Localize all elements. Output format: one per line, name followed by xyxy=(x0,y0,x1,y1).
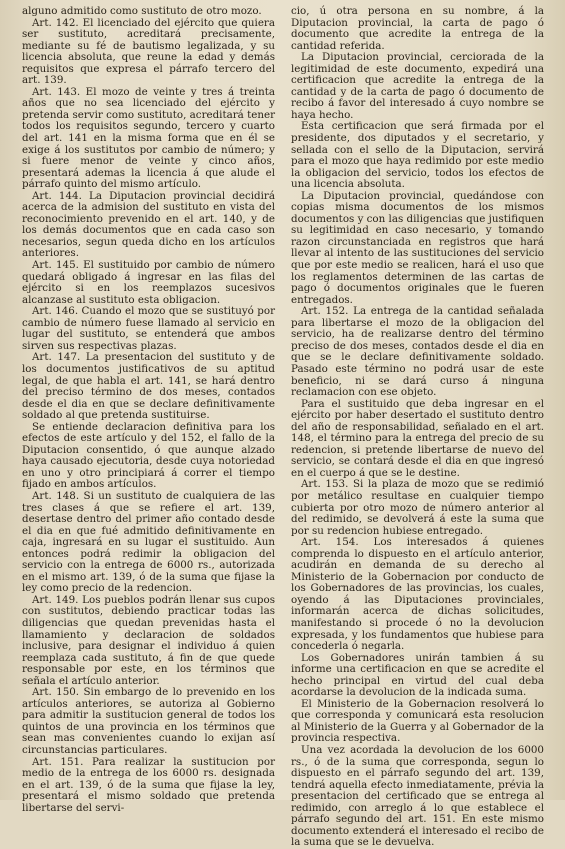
paragraph: Art. 147. La presentacion del sustituto y de los documentos justificativos de su aptitud legal, de que habla el art. 141, se hará dentro del preciso término de dos meses, contados desde el dia en que se declare definitivamente soldado al que pretenda sustituirse. xyxy=(22,351,275,422)
paragraph: Art. 144. La Diputacion provincial decidirá acerca de la admision del sustituto en vista del reconocimiento prevenido en el art. 140, y de los demás documentos que en cada caso son necesarios, segun queda dicho en los artículos anteriores. xyxy=(22,189,275,260)
paragraph: Art. 154. Los interesados á quienes comprenda lo dispuesto en el artículo anterior, acudirán en demanda de su derecho al Ministerio de la Gobernacion por conducto de los Gobernadores de las provincias, los cuales, oyendo á las Diputaciones provinciales, informarán acerca de dichas solicitudes, manifestando si procede ó no la devolucion expresada, y los fundamentos que hubiese para concederla ó negarla. xyxy=(291,536,544,653)
left-column xyxy=(22,5,275,814)
paragraph: Los Gobernadores unirán tambien á su informe una certificacion en que se acredite el hecho principal en virtud del cual deba acordarse la devolucion de la indicada suma. xyxy=(291,651,544,699)
paragraph: alguno admitido como sustituto de otro mozo. xyxy=(22,5,262,17)
paragraph: Art. 142. El licenciado del ejército que quiera ser sustituto, acreditará precisamente, mediante su fé de bautismo legalizada, y su licencia absoluta, que reune la edad y demás requisitos que expresa el párrafo tercero del art. 139. xyxy=(22,16,275,87)
paragraph: Art. 143. El mozo de veinte y tres á treinta años que no sea licenciado del ejército y pretenda servir como sustituto, acreditará tener todos los requisitos segundo, tercero y cuarto del art. 141 en la misma forma que en él se exige á los sustitutos por cambio de número; y si fuere menor de veinte y cinco años, presentará ademas la licencia á que alude el párrafo quinto del mismo artículo. xyxy=(22,85,275,191)
paragraph: Art. 149. Los pueblos podrán llenar sus cupos con sustitutos, debiendo practicar todas las diligencias que quedan prevenidas hasta el llamamiento y declaracion de soldados inclusive, para designar el individuo á quien reemplaza cada sustituto, á fin de que quede responsable por este, en los términos que señala el artículo anterior. xyxy=(22,593,275,687)
paragraph: Se entiende declaracion definitiva para los efectos de este artículo y del 152, el fallo de la Diputacion consentido, ó que aunque alzado haya causado ejecutoria, desde cuya notoriedad en uno y otro principiará á correr el tiempo fijado en ambos artículos. xyxy=(22,420,275,491)
paragraph: cio, ú otra persona en su nombre, á la Diputacion provincial, la carta de pago ó documento que acredite la entrega de la cantidad referida. xyxy=(291,5,544,52)
paragraph: La Diputacion provincial, cerciorada de la legitimidad de este documento, expedirá una certificacion que acredite la entrega de la cantidad y de la carta de pago ó documento de recibo á favor del interesado á cuyo nombre se haya hecho. xyxy=(291,51,544,121)
paragraph: Una vez acordada la devolucion de los 6000 rs., ó de la suma que corresponda, segun lo dispuesto en el párrafo segundo del art. 139, tendrá aquella efecto inmediatamente, prévia la presentacion del certificado que se entrega al redimido, con arreglo á lo que establece el párrafo segundo del art. 151. En este mismo documento extenderá el interesado el recibo de la suma que se le devuelva. xyxy=(291,744,544,849)
paragraph: Art. 153. Si la plaza de mozo que se redimió por metálico resultase en cualquier tiempo cubierta por otro mozo de número anterior al del redimido, se devolverá á este la suma que por su redencion hubiese entregado. xyxy=(291,478,544,537)
paragraph: Art. 146. Cuando el mozo que se sustituyó por cambio de número fuese llamado al servicio en lugar del sustituto, se entenderá que ambos sirven sus respectivas plazas. xyxy=(22,305,275,352)
paragraph: Art. 152. La entrega de la cantidad señalada para libertarse el mozo de la obligacion del servicio, ha de realizarse dentro del término preciso de dos meses, contados desde el dia en que se le declare definitivamente soldado. Pasado este término no podrá usar de este beneficio, ni se dará curso á ninguna reclamacion con ese objeto. xyxy=(291,305,544,399)
paragraph: Art. 151. Para realizar la sustitucion por medio de la entrega de los 6000 rs. designada en el art. 139, ó de la suma que fijase la ley, presentará el mismo soldado que pretenda libertarse del servi- xyxy=(22,755,275,814)
paragraph: El Ministerio de la Gobernacion resolverá lo que corresponda y comunicará esta resolucion al Ministerio de la Guerra y al Gobernador de la provincia respectiva. xyxy=(291,697,544,745)
paragraph: Esta certificacion que será firmada por el presidente, dos diputados y el secretario, y sellada con el sello de la Diputacion, servirá para el mozo que haya redimido por este medio la obligacion del servicio, todos los efectos de una licencia absoluta. xyxy=(291,120,544,191)
paragraph: Art. 148. Si un sustituto de cualquiera de las tres clases á que se refiere el art. 139, desertase dentro del primer año contado desde el dia en que fué admitido definitivamente en caja, ingresará en su lugar el sustituido. Aun entonces podrá redimir la obligacion del servicio con la entrega de 6000 rs., autorizada en el mismo art. 139, ó de la suma que fijase la ley como precio de la redencion. xyxy=(22,489,275,595)
paragraph: La Diputacion provincial, quedándose con copias misma documentos de los mismos documentos y con las diligencias que justifiquen su legitimidad en caso necesario, y tomando razon circunstanciada en registros que hará llevar al intento de las sustituciones del servicio que por este medio se realicen, hará el uso que los reglamentos determinen de las cartas de pago ó documentos originales que le fueren entregados. xyxy=(291,189,545,306)
paragraph: Para el sustituido que deba ingresar en el ejército por haber desertado el sustituto dentro del año de responsabilidad, señalado en el art. 148, el término para la entrega del precio de su redencion, si pretende libertarse de nuevo del servicio, se contará desde el dia en que ingresó en el cuerpo á que se le destine. xyxy=(291,397,544,479)
right-column xyxy=(291,5,545,849)
paragraph: Art. 145. El sustituido por cambio de número quedará obligado á ingresar en las filas del ejército si en los reemplazos sucesivos alcanzase al sustituto esta obligacion. xyxy=(22,259,275,306)
paragraph: Art. 150. Sin embargo de lo prevenido en los artículos anteriores, se autoriza al Gobierno para admitir la sustitucion general de todos los quintos de una provincia en los términos que sean mas convenientes cuando lo exijan así circunstancias particulares. xyxy=(22,686,275,756)
